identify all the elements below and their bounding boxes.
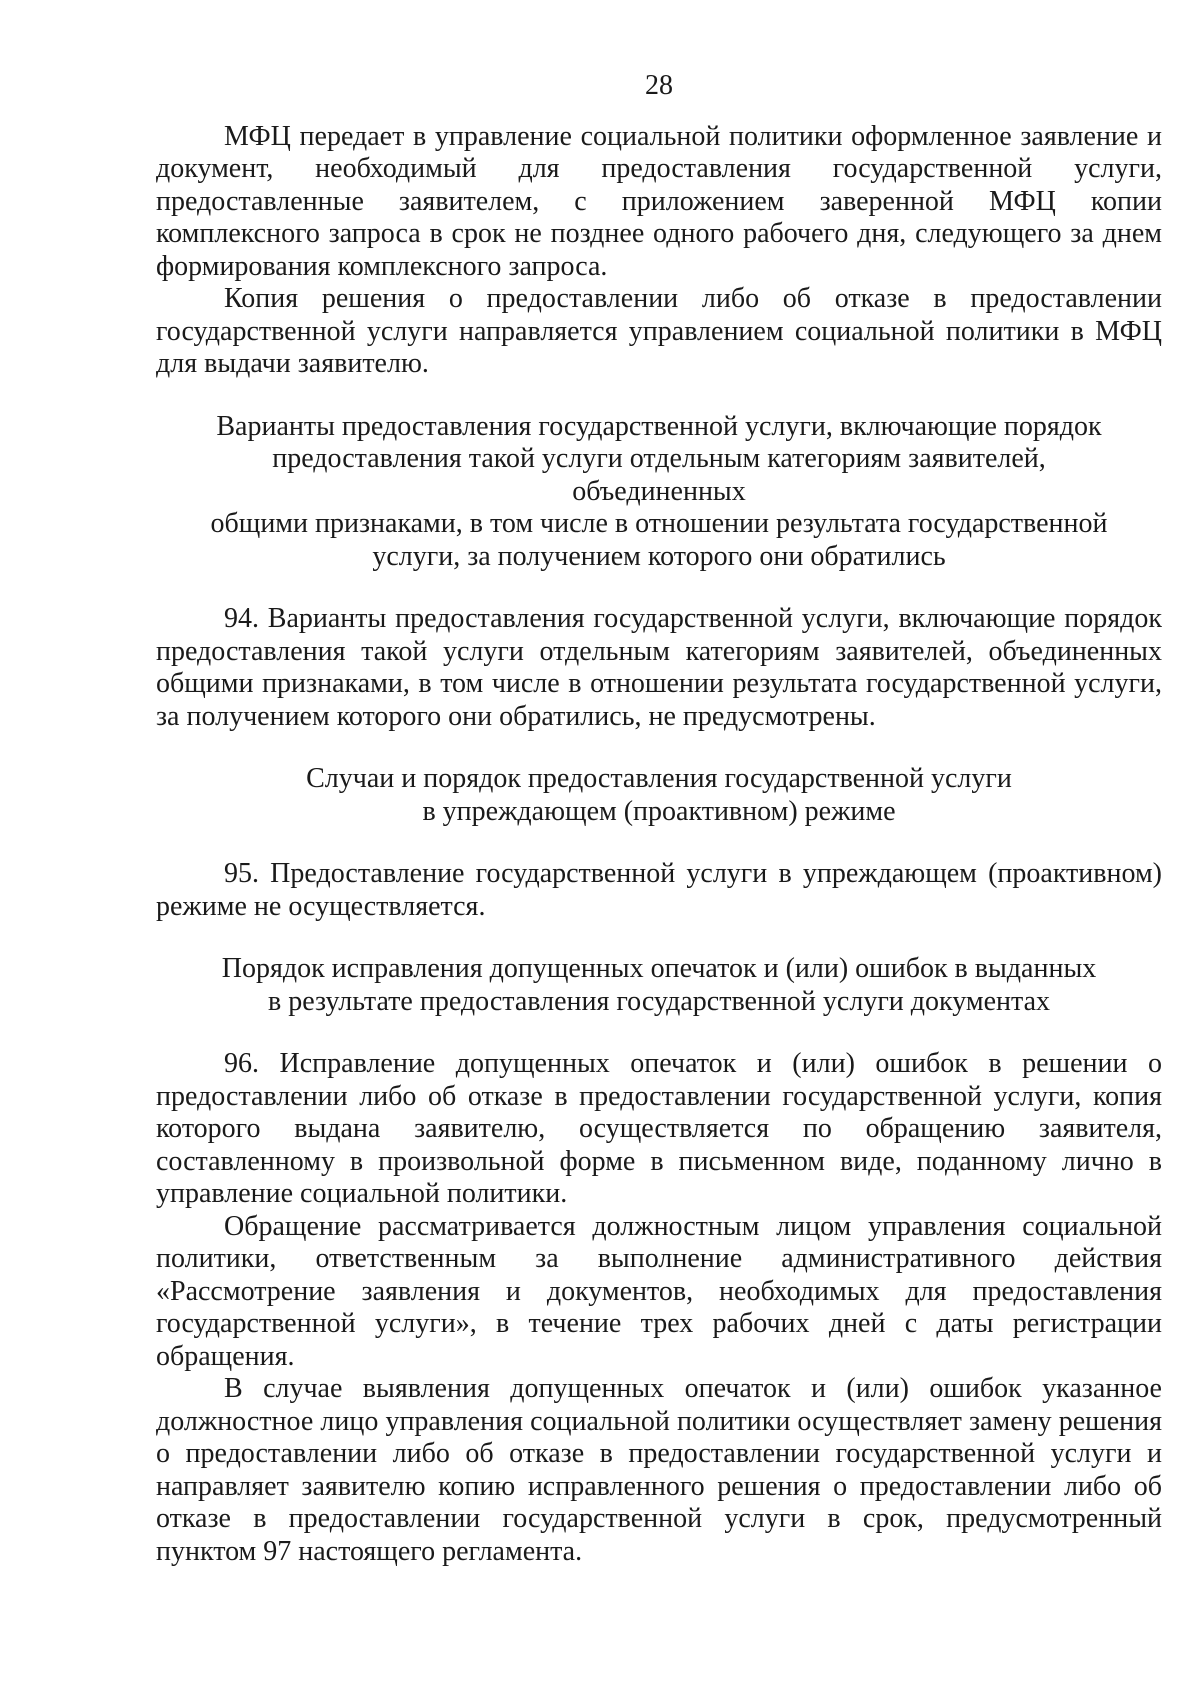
heading-line: в упреждающем (проактивном) режиме: [422, 795, 896, 827]
paragraph-error-replacement: В случае выявления допущенных опечаток и (или) ошибок указанное должностное лицо управления социальной политики осуществляет замену решения о предоставлении либо об отказе в предоставлении государственной услуги и направляет заявителю копию исправленного решения о предоставлении либо об отказе в предоставлении государственной услуги в срок, предусмотренный пунктом 97 настоящего регламента.: [156, 1373, 1162, 1567]
paragraph-decision-copy: Копия решения о предоставлении либо об отказе в предоставлении государственной услуги направляется управлением социальной политики в МФЦ для выдачи заявителю.: [156, 283, 1162, 379]
heading-line: Порядок исправления допущенных опечаток и (или) ошибок в выданных: [221, 953, 1097, 984]
paragraph-94: 94. Варианты предоставления государственной услуги, включающие порядок предоставления такой услуги отдельным категориям заявителей, объединенных общими признаками, в том числе в отношении результата государственной услуги, за получением которого они обратились, не предусмотрены.: [156, 603, 1162, 732]
paragraph-appeal-review: Обращение рассматривается должностным лицом управления социальной политики, ответственным за выполнение административного действия «Рассмотрение заявления и документов, необходимых для предоставления государственной услуги», в течение трех рабочих дней с даты регистрации обращения.: [156, 1210, 1162, 1372]
section-heading-proactive: [156, 763, 1162, 828]
heading-line: Варианты предоставления государственной услуги, включающие порядок: [216, 410, 1102, 442]
heading-line: предоставления такой услуги отдельным категориям заявителей, объединенных: [272, 443, 1046, 507]
document-page: [156, 70, 1162, 1568]
heading-line: услуги, за получением которого они обратились: [372, 540, 946, 572]
paragraph-95: 95. Предоставление государственной услуги в упреждающем (проактивном) режиме не осуществляется.: [156, 858, 1162, 922]
heading-line: общими признаками, в том числе в отношении результата государственной: [210, 508, 1108, 539]
section-heading-corrections: [156, 953, 1162, 1018]
section-heading-variants: [156, 411, 1162, 574]
heading-line: в результате предоставления государственной услуги документах: [267, 985, 1051, 1017]
heading-line: Случаи и порядок предоставления государственной услуги: [306, 763, 1012, 794]
paragraph-96: 96. Исправление допущенных опечаток и (или) ошибок в решении о предоставлении либо об отказе в предоставлении государственной услуги, копия которого выдана заявителю, осуществляется по обращению заявителя, составленному в произвольной форме в письменном виде, поданному лично в управление социальной политики.: [156, 1048, 1162, 1209]
page-number: 28: [645, 70, 673, 101]
paragraph-mfc-transfer: МФЦ передает в управление социальной политики оформленное заявление и документ, необходимый для предоставления государственной услуги, предоставленные заявителем, с приложением заверенной МФЦ копии комплексного запроса в срок не позднее одного рабочего дня, следующего за днем формирования комплексного запроса.: [156, 120, 1162, 282]
